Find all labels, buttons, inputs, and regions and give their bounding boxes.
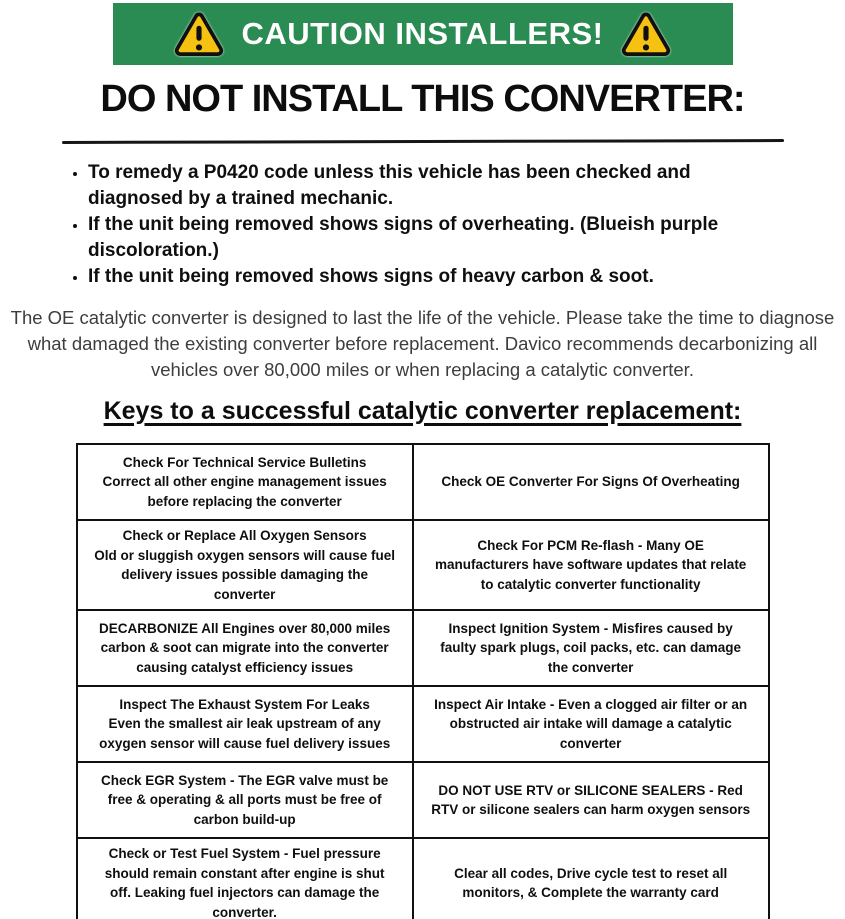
- table-row: [77, 838, 769, 919]
- table-cell-left: [77, 762, 413, 838]
- cell-title: Inspect Air Intake - Even a clogged air filter or an obstructed air intake will damage a catalytic converter: [434, 696, 748, 752]
- table-cell-left: [77, 610, 413, 686]
- table-cell-left: [77, 444, 413, 520]
- warning-item: • To remedy a P0420 code unless this vehicle has been checked and diagnosed by a trained mechanic.: [88, 160, 787, 212]
- warning-item: • If the unit being removed shows signs of overheating. (Blueish purple discoloration.): [88, 212, 787, 264]
- cell-title: Check OE Converter For Signs Of Overheating: [441, 474, 740, 490]
- cell-title: Clear all codes, Drive cycle test to reset all monitors, & Complete the warranty card: [454, 865, 728, 901]
- table-cell-right: [413, 444, 769, 520]
- table-cell-right: [413, 762, 769, 838]
- keys-heading: Keys to a successful catalytic converter replacement:: [103, 397, 742, 425]
- caution-banner: [113, 3, 733, 65]
- cell-title: Check For Technical Service Bulletins: [122, 454, 367, 470]
- main-heading: DO NOT INSTALL THIS CONVERTER:: [100, 78, 745, 120]
- table-row: [77, 762, 769, 838]
- table-row: [77, 610, 769, 686]
- cell-title: Inspect The Exhaust System For Leaks: [119, 696, 370, 712]
- cell-body: Old or sluggish oxygen sensors will cause fuel delivery issues possible damaging the converter: [94, 547, 396, 602]
- table-row: [77, 686, 769, 762]
- cell-title: Check or Replace All Oxygen Sensors: [122, 528, 367, 543]
- table-cell-left: [77, 520, 413, 610]
- warning-list: [62, 160, 787, 290]
- divider-line: [61, 139, 783, 144]
- table-cell-left: [77, 686, 413, 762]
- banner-title: CAUTION INSTALLERS!: [241, 16, 604, 51]
- warning-triangle-icon: [174, 12, 224, 57]
- table-cell-right: [413, 520, 769, 610]
- cell-body: Even the smallest air leak upstream of any oxygen sensor will cause fuel delivery issues: [99, 716, 391, 752]
- cell-title: Check EGR System - The EGR valve must be free & operating & all ports must be free of carbon build-up: [100, 772, 389, 828]
- cell-title: Check or Test Fuel System - Fuel pressure should remain constant after engine is shut off. Leaking fuel injectors can damage the converter.: [104, 846, 385, 919]
- table-cell-right: [413, 610, 769, 686]
- table-cell-right: [413, 686, 769, 762]
- table-row: [77, 444, 769, 520]
- cell-title: DECARBONIZE All Engines over 80,000 miles carbon & soot can migrate into the converter causing catalyst efficiency issues: [98, 620, 391, 676]
- warning-triangle-icon: [621, 12, 671, 57]
- cell-title: Inspect Ignition System - Misfires caused by faulty spark plugs, coil packs, etc. can damage the converter: [440, 620, 742, 676]
- intro-paragraph: The OE catalytic converter is designed to last the life of the vehicle. Please take the time to diagnose what damaged the existing converter before replacement. Davico recommends decarbonizing all vehicles over 80,000 miles or when replacing a catalytic converter.: [10, 307, 835, 380]
- cell-title: Check For PCM Re-flash - Many OE manufacturers have software updates that relate to catalytic converter functionality: [434, 537, 747, 592]
- cell-body: Correct all other engine management issues before replacing the converter: [102, 474, 387, 509]
- checklist-table: [76, 443, 770, 919]
- cell-title: DO NOT USE RTV or SILICONE SEALERS - Red RTV or silicone sealers can harm oxygen sensors: [431, 782, 751, 818]
- table-cell-left: [77, 838, 413, 919]
- warning-item: • If the unit being removed shows signs of heavy carbon & soot.: [88, 264, 787, 290]
- table-cell-right: [413, 838, 769, 919]
- table-row: [77, 520, 769, 610]
